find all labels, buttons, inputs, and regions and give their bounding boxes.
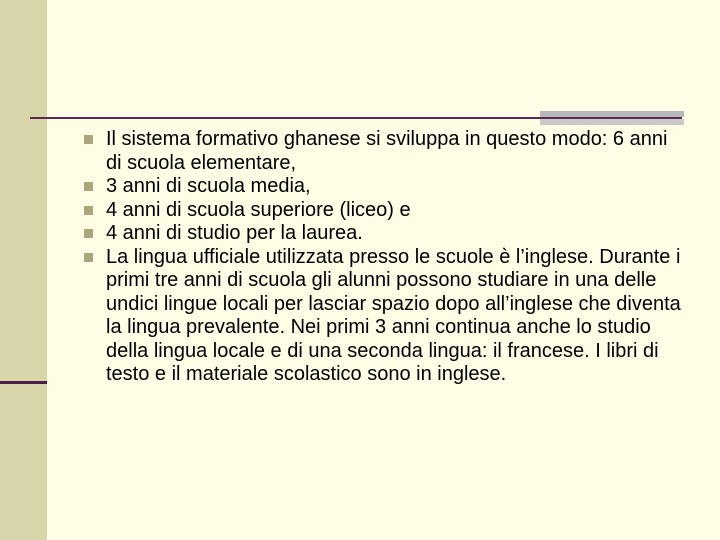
bullet-text: 3 anni di scuola media, — [106, 175, 311, 197]
square-bullet-icon — [84, 253, 93, 262]
title-rule-shadow-lower — [540, 119, 684, 125]
list-item — [84, 175, 684, 199]
square-bullet-icon — [84, 182, 93, 191]
left-accent-line — [0, 381, 47, 384]
bullet-list — [84, 128, 684, 387]
left-decorative-band — [0, 0, 47, 540]
bullet-text: Il sistema formativo ghanese si sviluppa in questo modo: 6 anni di scuola elementare, — [106, 128, 668, 174]
square-bullet-icon — [84, 229, 93, 238]
square-bullet-icon — [84, 206, 93, 215]
bullet-text: La lingua ufficiale utilizzata presso le scuole è l’inglese. Durante i primi tre anni di scuola gli alunni possono studiare in una delle undici lingue locali per lasciar spazio dopo all’inglese che diventa la lingua prevalente. Nei primi 3 anni continua anche lo studio della lingua locale e di una seconda lingua: il francese. I libri di testo e il materiale scolastico sono in inglese. — [106, 245, 681, 385]
bullet-text: 4 anni di studio per la laurea. — [106, 222, 363, 244]
title-divider-line — [30, 117, 682, 119]
bullet-text: 4 anni di scuola superiore (liceo) e — [106, 198, 411, 221]
list-item — [84, 199, 684, 223]
square-bullet-icon — [84, 135, 93, 144]
list-item — [84, 222, 684, 246]
list-item — [84, 246, 684, 387]
list-item — [84, 128, 684, 175]
